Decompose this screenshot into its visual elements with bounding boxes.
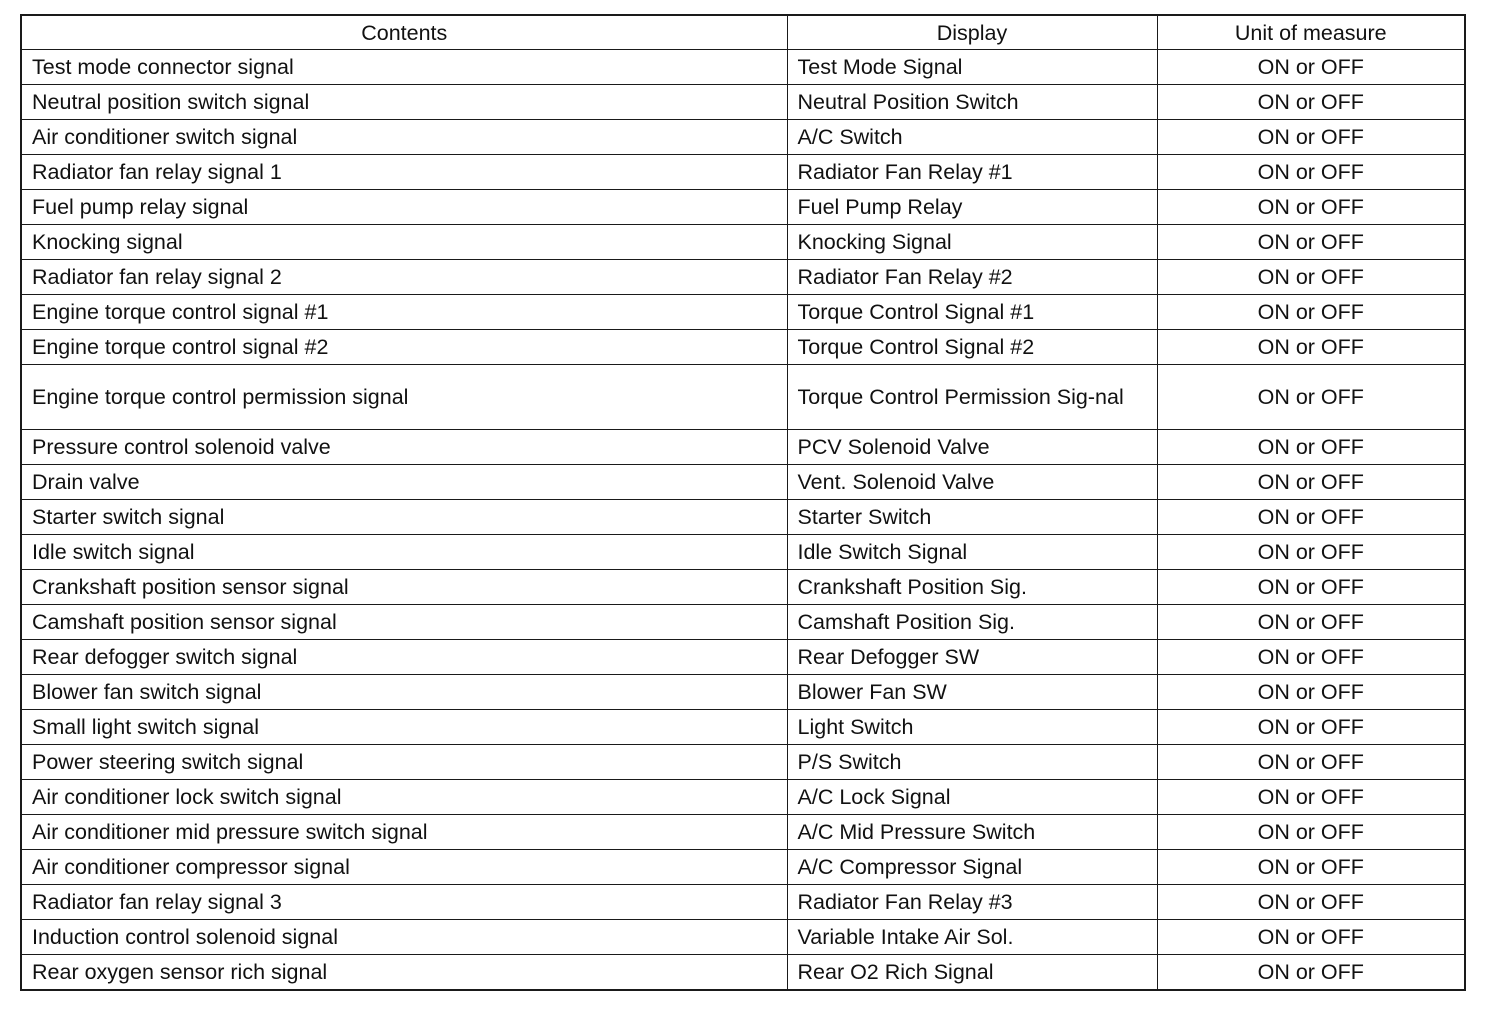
cell-display: A/C Mid Pressure Switch [787,815,1157,850]
cell-contents: Test mode connector signal [21,50,787,85]
table-row [21,850,1465,885]
table-row [21,535,1465,570]
cell-unit: ON or OFF [1157,570,1465,605]
cell-unit: ON or OFF [1157,850,1465,885]
table-row [21,465,1465,500]
table-row [21,605,1465,640]
cell-contents: Pressure control solenoid valve [21,430,787,465]
cell-contents: Starter switch signal [21,500,787,535]
cell-display: P/S Switch [787,745,1157,780]
table-row [21,430,1465,465]
table-row [21,330,1465,365]
cell-display: Variable Intake Air Sol. [787,920,1157,955]
cell-contents: Camshaft position sensor signal [21,605,787,640]
cell-contents: Radiator fan relay signal 3 [21,885,787,920]
cell-unit: ON or OFF [1157,675,1465,710]
cell-display: Radiator Fan Relay #1 [787,155,1157,190]
cell-unit: ON or OFF [1157,745,1465,780]
cell-unit: ON or OFF [1157,295,1465,330]
table-row [21,570,1465,605]
cell-unit: ON or OFF [1157,260,1465,295]
cell-display: Torque Control Signal #1 [787,295,1157,330]
table-row [21,815,1465,850]
cell-display: Blower Fan SW [787,675,1157,710]
cell-display: Light Switch [787,710,1157,745]
cell-unit: ON or OFF [1157,330,1465,365]
cell-contents: Blower fan switch signal [21,675,787,710]
table-row [21,780,1465,815]
cell-contents: Fuel pump relay signal [21,190,787,225]
cell-display: PCV Solenoid Valve [787,430,1157,465]
cell-contents: Air conditioner lock switch signal [21,780,787,815]
table-row [21,920,1465,955]
cell-contents: Air conditioner switch signal [21,120,787,155]
table-row [21,710,1465,745]
cell-unit: ON or OFF [1157,955,1465,991]
cell-unit: ON or OFF [1157,920,1465,955]
header-display: Display [787,15,1157,50]
table-row [21,365,1465,430]
cell-contents: Radiator fan relay signal 1 [21,155,787,190]
cell-contents: Idle switch signal [21,535,787,570]
cell-contents: Crankshaft position sensor signal [21,570,787,605]
cell-unit: ON or OFF [1157,50,1465,85]
cell-contents: Engine torque control signal #2 [21,330,787,365]
cell-display: Torque Control Signal #2 [787,330,1157,365]
cell-unit: ON or OFF [1157,780,1465,815]
cell-contents: Small light switch signal [21,710,787,745]
cell-display: A/C Lock Signal [787,780,1157,815]
cell-display: Neutral Position Switch [787,85,1157,120]
table-header [21,15,1465,50]
cell-unit: ON or OFF [1157,815,1465,850]
table-row [21,85,1465,120]
cell-unit: ON or OFF [1157,155,1465,190]
cell-display: A/C Switch [787,120,1157,155]
cell-display: Rear Defogger SW [787,640,1157,675]
cell-display: A/C Compressor Signal [787,850,1157,885]
cell-unit: ON or OFF [1157,190,1465,225]
cell-display: Fuel Pump Relay [787,190,1157,225]
cell-display: Crankshaft Position Sig. [787,570,1157,605]
table-row [21,640,1465,675]
cell-contents: Drain valve [21,465,787,500]
cell-display: Torque Control Permission Sig-nal [787,365,1157,430]
header-unit: Unit of measure [1157,15,1465,50]
header-row [21,15,1465,50]
cell-unit: ON or OFF [1157,120,1465,155]
table-row [21,225,1465,260]
table-body [21,50,1465,991]
cell-unit: ON or OFF [1157,885,1465,920]
cell-contents: Rear defogger switch signal [21,640,787,675]
cell-unit: ON or OFF [1157,710,1465,745]
cell-contents: Power steering switch signal [21,745,787,780]
header-contents: Contents [21,15,787,50]
table-row [21,295,1465,330]
table-row [21,260,1465,295]
table-row [21,675,1465,710]
cell-display: Starter Switch [787,500,1157,535]
cell-display: Radiator Fan Relay #3 [787,885,1157,920]
table-row [21,155,1465,190]
cell-display: Idle Switch Signal [787,535,1157,570]
cell-contents: Induction control solenoid signal [21,920,787,955]
table-row [21,745,1465,780]
table-row [21,885,1465,920]
signal-table [20,14,1466,991]
cell-unit: ON or OFF [1157,535,1465,570]
cell-unit: ON or OFF [1157,500,1465,535]
cell-display: Test Mode Signal [787,50,1157,85]
cell-display: Vent. Solenoid Valve [787,465,1157,500]
table-row [21,120,1465,155]
cell-contents: Rear oxygen sensor rich signal [21,955,787,991]
cell-contents: Engine torque control signal #1 [21,295,787,330]
cell-contents: Air conditioner mid pressure switch signal [21,815,787,850]
cell-display: Knocking Signal [787,225,1157,260]
cell-contents: Knocking signal [21,225,787,260]
cell-contents: Radiator fan relay signal 2 [21,260,787,295]
cell-unit: ON or OFF [1157,225,1465,260]
table-row [21,50,1465,85]
table-row [21,500,1465,535]
cell-contents: Engine torque control permission signal [21,365,787,430]
table-row [21,955,1465,991]
cell-contents: Neutral position switch signal [21,85,787,120]
cell-contents: Air conditioner compressor signal [21,850,787,885]
cell-unit: ON or OFF [1157,465,1465,500]
cell-display: Rear O2 Rich Signal [787,955,1157,991]
cell-unit: ON or OFF [1157,640,1465,675]
cell-unit: ON or OFF [1157,605,1465,640]
table-row [21,190,1465,225]
cell-display: Radiator Fan Relay #2 [787,260,1157,295]
cell-unit: ON or OFF [1157,85,1465,120]
cell-unit: ON or OFF [1157,430,1465,465]
cell-display: Camshaft Position Sig. [787,605,1157,640]
cell-unit: ON or OFF [1157,365,1465,430]
